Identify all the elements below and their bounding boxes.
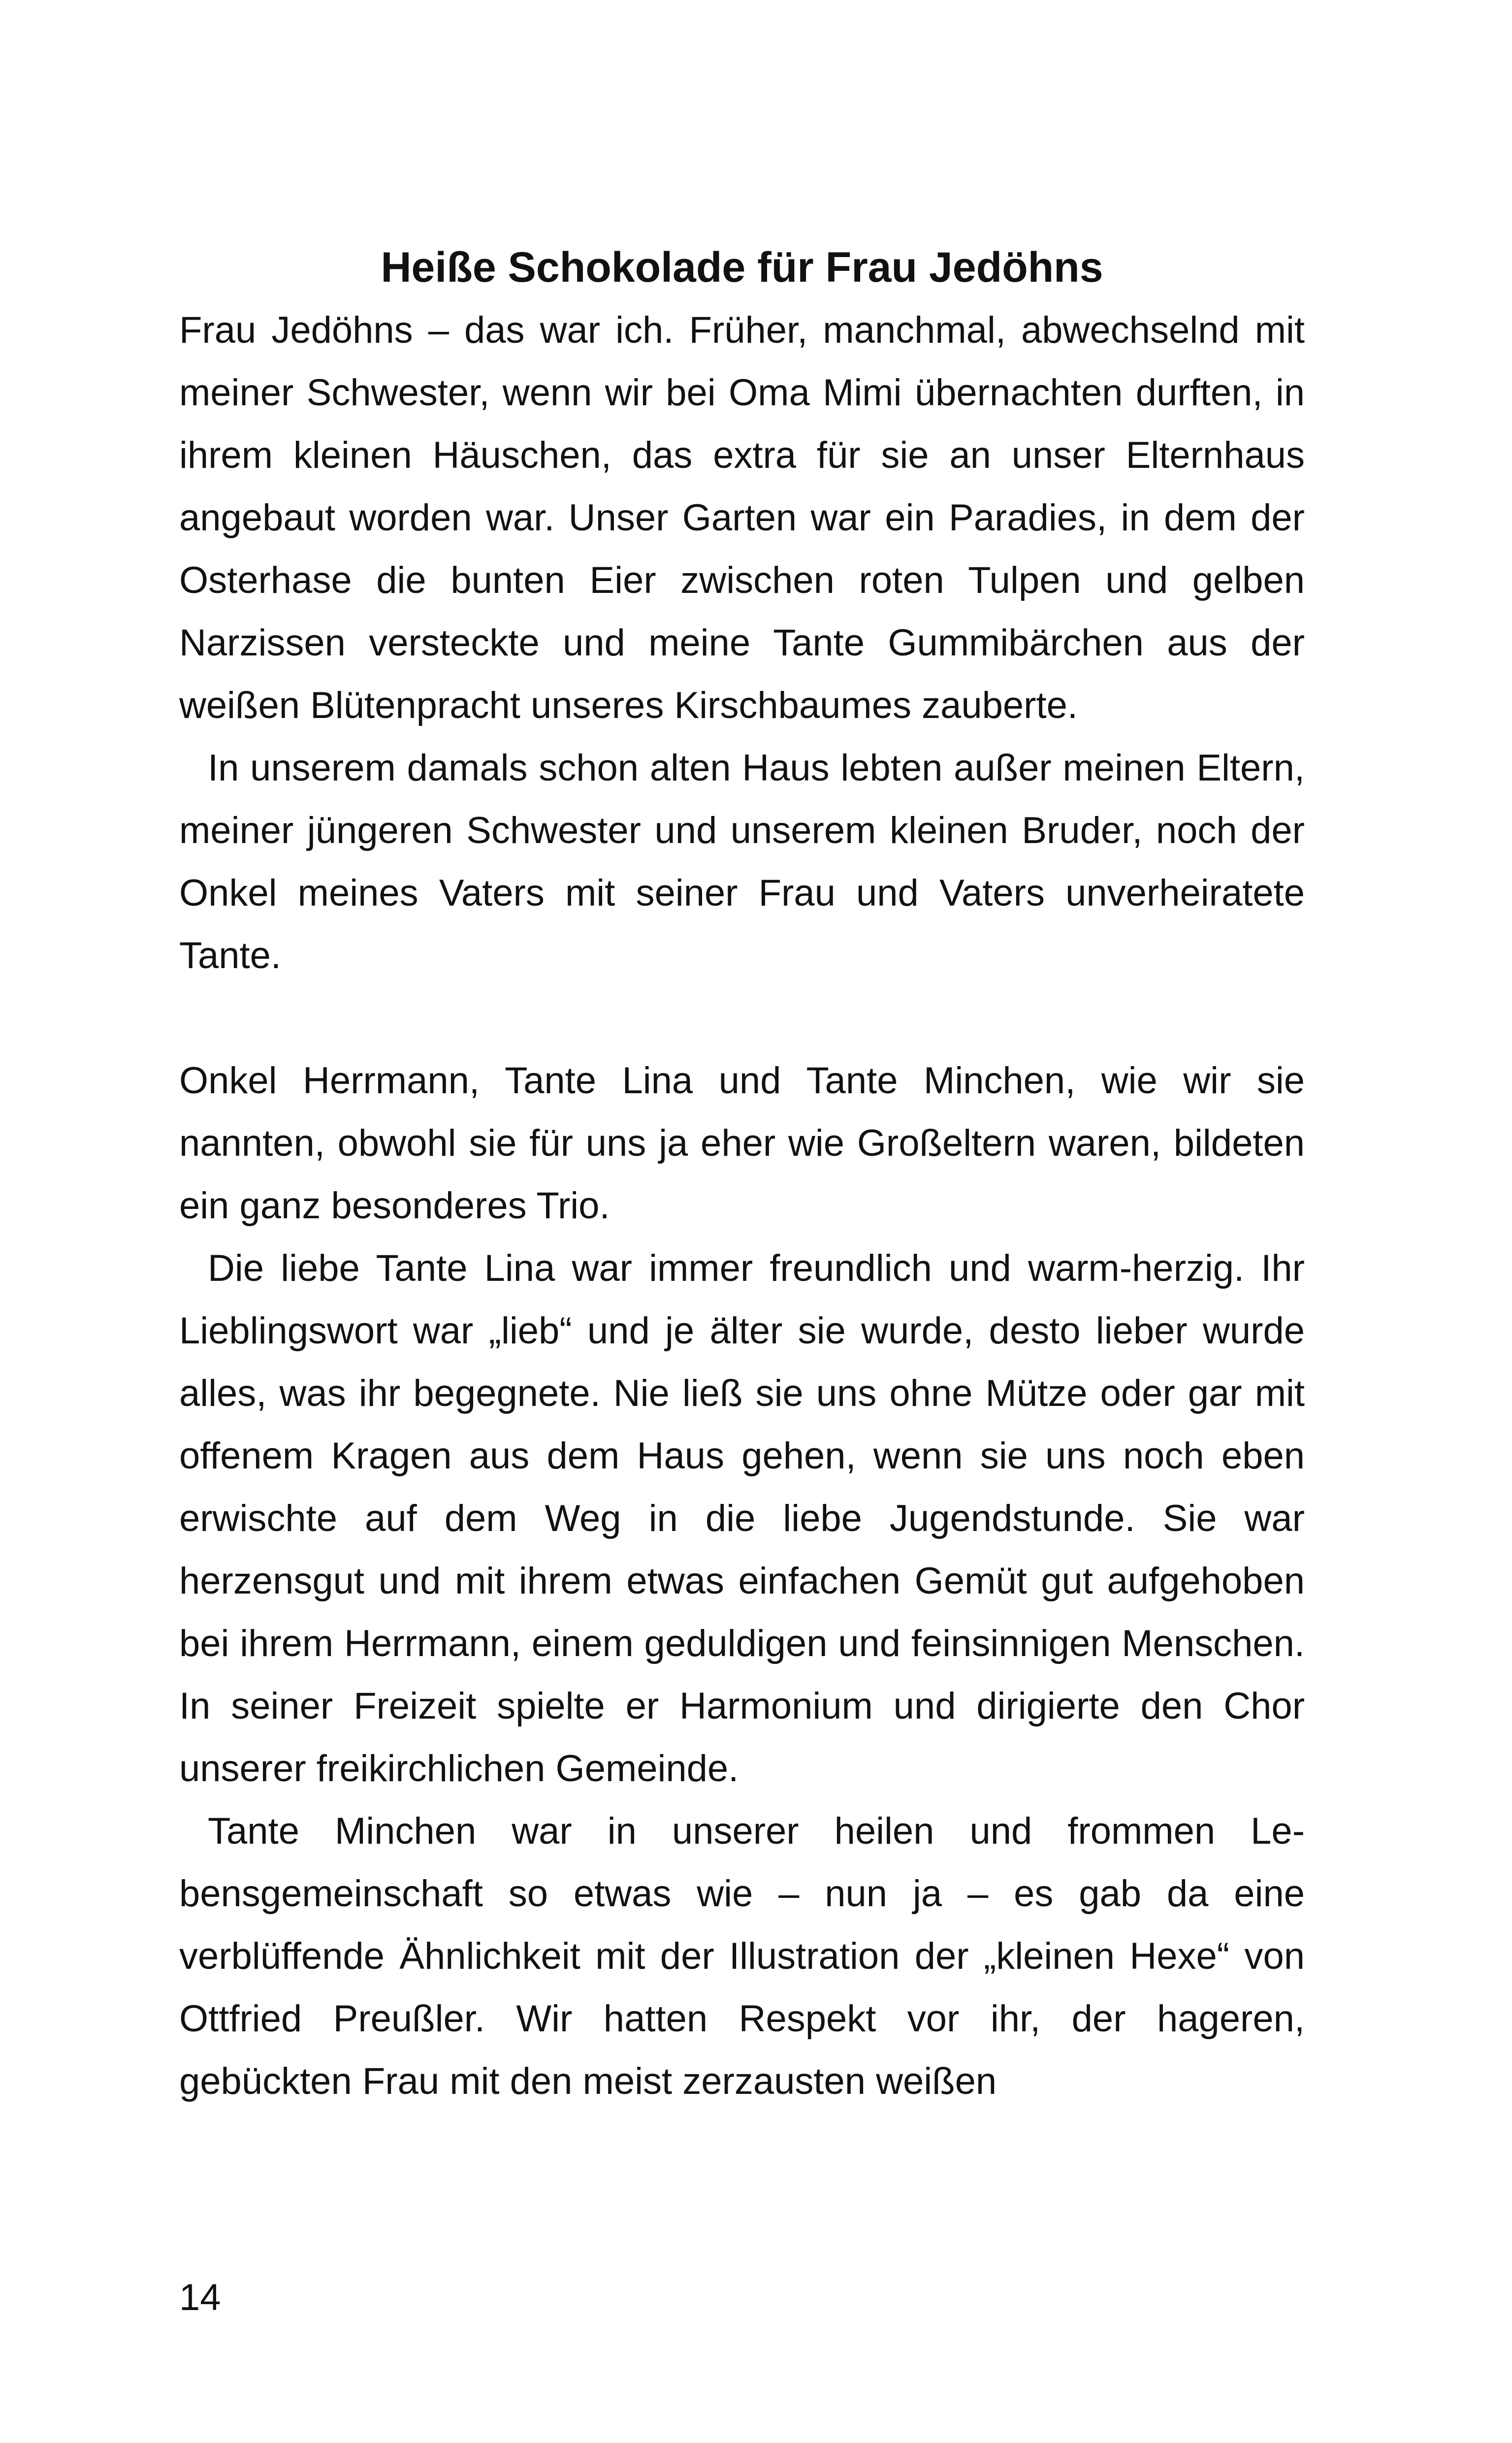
paragraph-1: Frau Jedöhns – das war ich. Früher, manchmal, abwechselnd mit meiner Schwester, wenn wir bei Oma Mimi übernachten durften, in ihrem kleinen Häuschen, das extra für sie an unser Elternhaus angebaut worden war. Unser Garten war ein Paradies, in dem der Osterhase die bunten Eier zwischen roten Tulpen und gelben Narzissen versteckte und meine Tante Gummibärchen aus der weißen Blütenpracht unseres Kirschbaumes zauberte.	[179, 309, 1305, 726]
paragraph-gap	[179, 987, 1305, 1049]
text-block	[179, 236, 1305, 2113]
paragraph-3: Onkel Herrmann, Tante Lina und Tante Minchen, wie wir sie nannten, obwohl sie für uns ja eher wie Großeltern waren, bildeten ein ganz besonderes Trio.	[179, 1060, 1305, 1227]
paragraph-2: In unserem damals schon alten Haus lebten außer meinen Eltern, meiner jüngeren Schwester und unserem kleinen Bruder, noch der Onkel meines Vaters mit seiner Frau und Vaters unverheiratete Tante.	[179, 747, 1305, 977]
paragraph-5: Tante Minchen war in unserer heilen und frommen Le-bensgemeinschaft so etwas wie – nun ja – es gab da eine verblüffende Ähnlichkeit mit der Illustration der „kleinen Hexe“ von Ottfried Preußler. Wir hatten Respekt vor ihr, der hageren, gebückten Frau mit den meist zerzausten weißen	[179, 1810, 1305, 2102]
page-number: 14	[179, 2277, 221, 2318]
chapter-title: Heiße Schokolade für Frau Jedöhns	[381, 244, 1103, 291]
paragraph-4: Die liebe Tante Lina war immer freundlich und warm-herzig. Ihr Lieblingswort war „lieb“ und je älter sie wurde, desto lieber wurde alles, was ihr begegnete. Nie ließ sie uns ohne Mütze oder gar mit offenem Kragen aus dem Haus gehen, wenn sie uns noch eben erwischte auf dem Weg in die liebe Jugendstunde. Sie war herzensgut und mit ihrem etwas einfachen Gemüt gut aufgehoben bei ihrem Herrmann, einem geduldigen und feinsinnigen Menschen. In seiner Freizeit spielte er Harmonium und dirigierte den Chor unserer freikirchlichen Gemeinde.	[179, 1247, 1305, 1790]
